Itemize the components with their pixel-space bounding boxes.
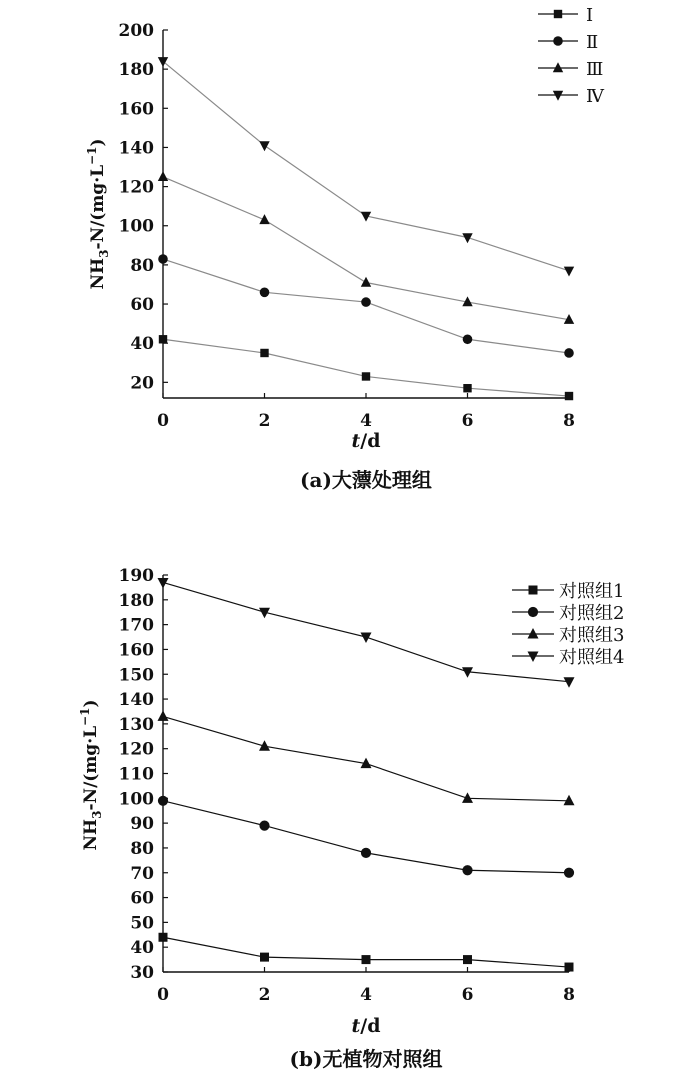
legend-label: 对照组2: [559, 603, 625, 624]
panel-a-x-ticks: [157, 393, 575, 431]
y-tick-label: 60: [130, 295, 154, 316]
panel-a-legend: [538, 5, 605, 107]
y-tick-label: 100: [118, 789, 154, 810]
y-tick-label: 80: [130, 255, 154, 276]
panel-a-y-axis-label: $NH_3-N/(mg\cdot L^{-1})$: [85, 138, 111, 290]
x-tick-label: 0: [157, 411, 169, 431]
series-2-point: [463, 334, 473, 344]
series-3-point: [361, 277, 371, 287]
y-tick-label: 40: [130, 334, 154, 355]
y-tick-label: 180: [118, 590, 154, 611]
series-2-point: [564, 868, 574, 878]
legend-marker: [528, 628, 539, 639]
y-tick-label: 70: [130, 863, 154, 884]
y-tick-label: 40: [130, 938, 154, 959]
x-tick-label: 8: [563, 985, 575, 1005]
y-tick-label: 140: [118, 138, 154, 159]
legend-label: 对照组1: [559, 581, 625, 602]
series-4-point: [158, 57, 168, 67]
series-1-point: [565, 963, 574, 972]
x-tick-label: 0: [157, 985, 169, 1005]
legend-marker: [529, 586, 538, 595]
legend-label: Ⅲ: [586, 59, 604, 80]
legend-marker: [553, 62, 563, 72]
y-tick-label: 130: [118, 714, 154, 735]
y-tick-label: 110: [118, 764, 154, 785]
series-2-point: [361, 848, 371, 858]
series-2-point: [260, 287, 270, 297]
series-2-point: [158, 796, 168, 806]
series-4-point: [564, 267, 574, 277]
y-tick-label: 120: [118, 177, 154, 198]
panel-a-caption: (a)大薸处理组: [300, 468, 432, 492]
series-1-point: [463, 384, 471, 392]
y-tick-label: 60: [130, 888, 154, 909]
series-1-point: [159, 933, 168, 942]
y-tick-label: 180: [118, 60, 154, 81]
y-tick-label: 50: [130, 913, 154, 934]
chart-panel-b: [78, 566, 624, 1071]
y-tick-label: 80: [130, 838, 154, 859]
legend-label: 对照组4: [559, 647, 625, 668]
series-3-point: [259, 214, 269, 224]
series-2-point: [462, 865, 472, 875]
series-4-point: [564, 677, 575, 688]
y-tick-label: 200: [118, 21, 154, 41]
panel-b-y-axis-label: $NH_3-N/(mg\cdot L^{-1})$: [78, 699, 104, 851]
y-tick-label: 100: [118, 216, 154, 237]
y-tick-label: 160: [118, 99, 154, 120]
legend-label: Ⅰ: [586, 5, 594, 26]
y-tick-label: 190: [118, 566, 154, 586]
legend-label: 对照组3: [559, 625, 625, 646]
y-tick-label: 20: [130, 373, 154, 394]
x-tick-label: 4: [360, 985, 372, 1005]
series-1-point: [260, 953, 269, 962]
y-tick-label: 120: [118, 739, 154, 760]
series-line-2: [163, 801, 569, 873]
series-line-1: [163, 339, 569, 396]
x-tick-label: 4: [360, 411, 372, 431]
x-tick-label: 2: [258, 411, 271, 431]
panel-b-legend: [512, 581, 624, 668]
x-tick-label: 2: [258, 985, 271, 1005]
legend-marker: [528, 607, 538, 617]
legend-label: Ⅳ: [586, 86, 604, 107]
panel-b-series: [158, 578, 575, 972]
series-2-point: [158, 254, 168, 264]
y-tick-label: 140: [118, 690, 154, 711]
series-line-4: [163, 582, 569, 681]
y-tick-label: 30: [130, 963, 154, 983]
y-tick-label: 90: [130, 814, 154, 835]
y-tick-label: 160: [118, 640, 154, 661]
panel-b-y-ticks: [119, 566, 169, 983]
x-tick-label: 8: [563, 411, 575, 431]
y-tick-label: 170: [118, 615, 154, 636]
panel-b-caption: (b)无植物对照组: [289, 1047, 443, 1071]
series-1-point: [362, 372, 370, 380]
legend-marker: [554, 10, 562, 18]
legend-marker: [553, 91, 563, 101]
series-1-point: [260, 349, 268, 357]
chart-panel-a: [85, 5, 605, 492]
y-tick-label: 150: [118, 665, 154, 686]
series-3-point: [158, 171, 168, 181]
series-3-point: [564, 795, 575, 806]
panel-a-x-axis-label: t/d: [351, 430, 381, 452]
panel-b-x-axis-label: t/d: [351, 1015, 381, 1037]
series-1-point: [362, 955, 371, 964]
series-1-point: [159, 335, 167, 343]
legend-marker: [528, 652, 539, 663]
series-3-point: [158, 710, 169, 721]
series-4-point: [259, 141, 269, 151]
series-1-point: [565, 392, 573, 400]
series-1-point: [463, 955, 472, 964]
series-2-point: [361, 297, 371, 307]
legend-label: Ⅱ: [586, 32, 599, 53]
series-2-point: [564, 348, 574, 358]
legend-marker: [553, 36, 563, 46]
x-tick-label: 6: [461, 411, 474, 431]
panel-a-series: [158, 57, 574, 400]
x-tick-label: 6: [461, 985, 474, 1005]
series-line-4: [163, 61, 569, 270]
series-2-point: [259, 821, 269, 831]
